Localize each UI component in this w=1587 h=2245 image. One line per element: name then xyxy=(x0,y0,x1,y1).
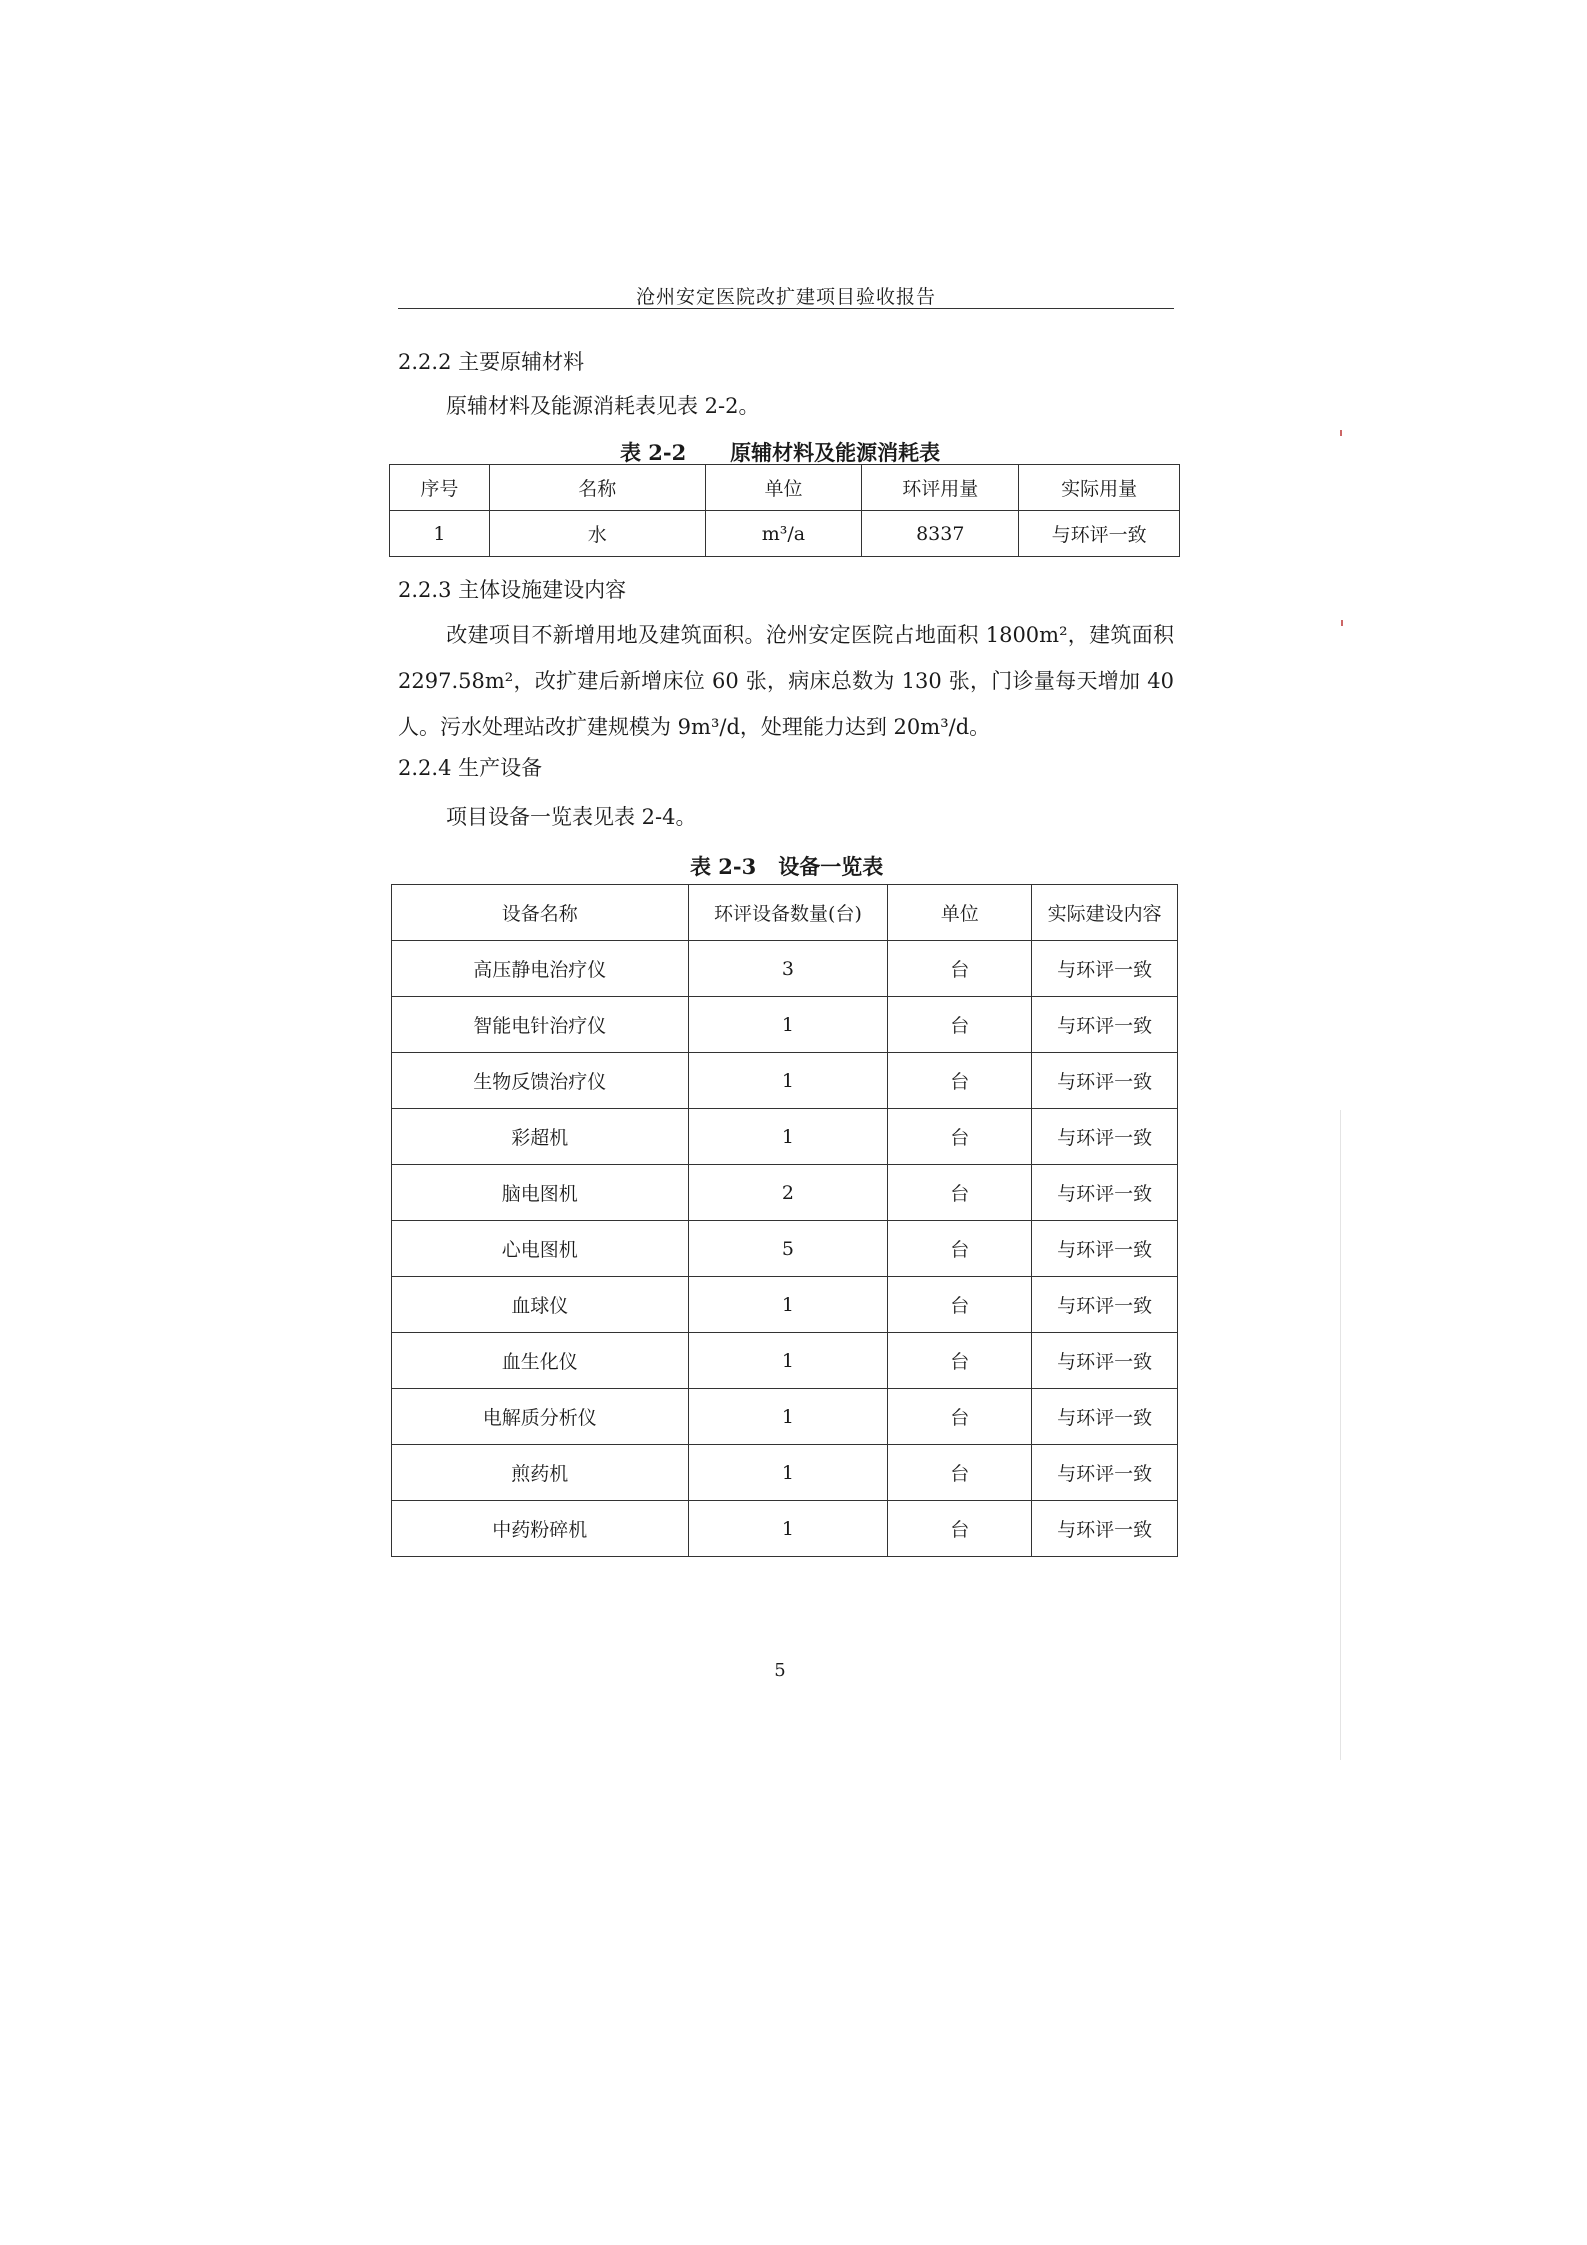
table-cell: 8337 xyxy=(862,511,1019,557)
table-cell: 1 xyxy=(688,1277,888,1333)
scan-speck xyxy=(1340,430,1342,436)
header-rule xyxy=(398,308,1174,309)
table-row xyxy=(392,941,1178,997)
table-cell: 1 xyxy=(688,1109,888,1165)
table-cell: 台 xyxy=(888,1333,1032,1389)
table-cell: 1 xyxy=(390,511,490,557)
page-header-title: 沧州安定医院改扩建项目验收报告 xyxy=(635,286,936,308)
table-cell: 煎药机 xyxy=(392,1445,689,1501)
table-2-3-body xyxy=(392,941,1178,1557)
table-row xyxy=(392,1053,1178,1109)
table-2-3-header-cell: 实际建设内容 xyxy=(1032,885,1178,941)
table-cell: 台 xyxy=(888,1109,1032,1165)
section-intro-2-2-4: 项目设备一览表见表 2-4。 xyxy=(446,805,697,829)
table-row xyxy=(392,1165,1178,1221)
table-cell: 与环评一致 xyxy=(1032,1165,1178,1221)
table-cell: 5 xyxy=(688,1221,888,1277)
table-2-2-header-cell: 实际用量 xyxy=(1019,465,1180,511)
table-cell: 与环评一致 xyxy=(1032,1053,1178,1109)
table-cell: 2 xyxy=(688,1165,888,1221)
table-2-2 xyxy=(389,464,1180,557)
table-2-3-header-cell: 设备名称 xyxy=(392,885,689,941)
table-row xyxy=(392,1277,1178,1333)
table-cell: 与环评一致 xyxy=(1032,941,1178,997)
table-cell: 台 xyxy=(888,997,1032,1053)
table-cell: 血球仪 xyxy=(392,1277,689,1333)
table-cell: 生物反馈治疗仪 xyxy=(392,1053,689,1109)
table-cell: 1 xyxy=(688,997,888,1053)
table-cell: 与环评一致 xyxy=(1032,1109,1178,1165)
table-cell: 与环评一致 xyxy=(1032,997,1178,1053)
table-row xyxy=(392,1389,1178,1445)
table-cell: 智能电针治疗仪 xyxy=(392,997,689,1053)
table-cell: 血生化仪 xyxy=(392,1333,689,1389)
table-2-3-header-cell: 单位 xyxy=(888,885,1032,941)
table-row xyxy=(392,1109,1178,1165)
table-2-2-header-cell: 序号 xyxy=(390,465,490,511)
section-body-text: 改建项目不新增用地及建筑面积。沧州安定医院占地面积 1800m²，建筑面积 2297.58m²，改扩建后新增床位 60 张，病床总数为 130 张，门诊量每天增加 40 人。污水处理站改扩建规模为 9m³/d，处理能力达到 20m³/d。 xyxy=(398,623,1174,739)
table-2-3-caption-title: 设备一览表 xyxy=(778,854,884,879)
table-2-2-caption-title: 原辅材料及能源消耗表 xyxy=(730,440,941,465)
table-cell: 3 xyxy=(688,941,888,997)
table-cell: 台 xyxy=(888,1053,1032,1109)
table-cell: m³/a xyxy=(705,511,862,557)
table-2-2-header-cell: 名称 xyxy=(489,465,705,511)
table-cell: 与环评一致 xyxy=(1032,1445,1178,1501)
table-cell: 台 xyxy=(888,1501,1032,1557)
table-row xyxy=(392,1445,1178,1501)
table-2-2-caption-number: 表 2-2 xyxy=(620,440,687,465)
table-2-2-header-cell: 环评用量 xyxy=(862,465,1019,511)
table-2-3-caption-number: 表 2-3 xyxy=(690,854,757,879)
table-row xyxy=(390,511,1180,557)
table-row xyxy=(392,997,1178,1053)
table-2-3-header-cell: 环评设备数量(台) xyxy=(688,885,888,941)
table-cell: 与环评一致 xyxy=(1032,1221,1178,1277)
table-cell: 高压静电治疗仪 xyxy=(392,941,689,997)
table-cell: 1 xyxy=(688,1389,888,1445)
table-cell: 台 xyxy=(888,1165,1032,1221)
table-cell: 台 xyxy=(888,1389,1032,1445)
table-row xyxy=(392,1221,1178,1277)
page-number: 5 xyxy=(774,1660,786,1681)
table-cell: 1 xyxy=(688,1445,888,1501)
table-cell: 心电图机 xyxy=(392,1221,689,1277)
section-heading-2-2-4: 2.2.4 生产设备 xyxy=(398,756,543,780)
table-cell: 彩超机 xyxy=(392,1109,689,1165)
table-2-3 xyxy=(391,884,1178,1557)
table-cell: 水 xyxy=(489,511,705,557)
section-intro-2-2-2: 原辅材料及能源消耗表见表 2-2。 xyxy=(446,394,760,418)
table-cell: 与环评一致 xyxy=(1019,511,1180,557)
table-2-3-header-row xyxy=(392,885,1178,941)
table-row xyxy=(392,1501,1178,1557)
table-cell: 台 xyxy=(888,1445,1032,1501)
scan-speck xyxy=(1341,620,1343,626)
table-cell: 与环评一致 xyxy=(1032,1333,1178,1389)
table-2-2-caption xyxy=(620,437,940,467)
table-2-3-caption xyxy=(690,851,883,881)
table-cell: 台 xyxy=(888,1277,1032,1333)
table-row xyxy=(392,1333,1178,1389)
scan-edge-line xyxy=(1340,1110,1341,1760)
section-heading-2-2-3: 2.2.3 主体设施建设内容 xyxy=(398,578,627,602)
table-cell: 1 xyxy=(688,1053,888,1109)
section-heading-2-2-2: 2.2.2 主要原辅材料 xyxy=(398,350,585,374)
table-cell: 台 xyxy=(888,941,1032,997)
table-cell: 1 xyxy=(688,1501,888,1557)
table-2-2-header-cell: 单位 xyxy=(705,465,862,511)
section-body-2-2-3 xyxy=(398,612,1174,750)
table-cell: 台 xyxy=(888,1221,1032,1277)
table-cell: 与环评一致 xyxy=(1032,1277,1178,1333)
table-cell: 中药粉碎机 xyxy=(392,1501,689,1557)
table-2-2-header-row xyxy=(390,465,1180,511)
table-cell: 与环评一致 xyxy=(1032,1389,1178,1445)
table-cell: 电解质分析仪 xyxy=(392,1389,689,1445)
table-cell: 1 xyxy=(688,1333,888,1389)
table-cell: 脑电图机 xyxy=(392,1165,689,1221)
table-cell: 与环评一致 xyxy=(1032,1501,1178,1557)
